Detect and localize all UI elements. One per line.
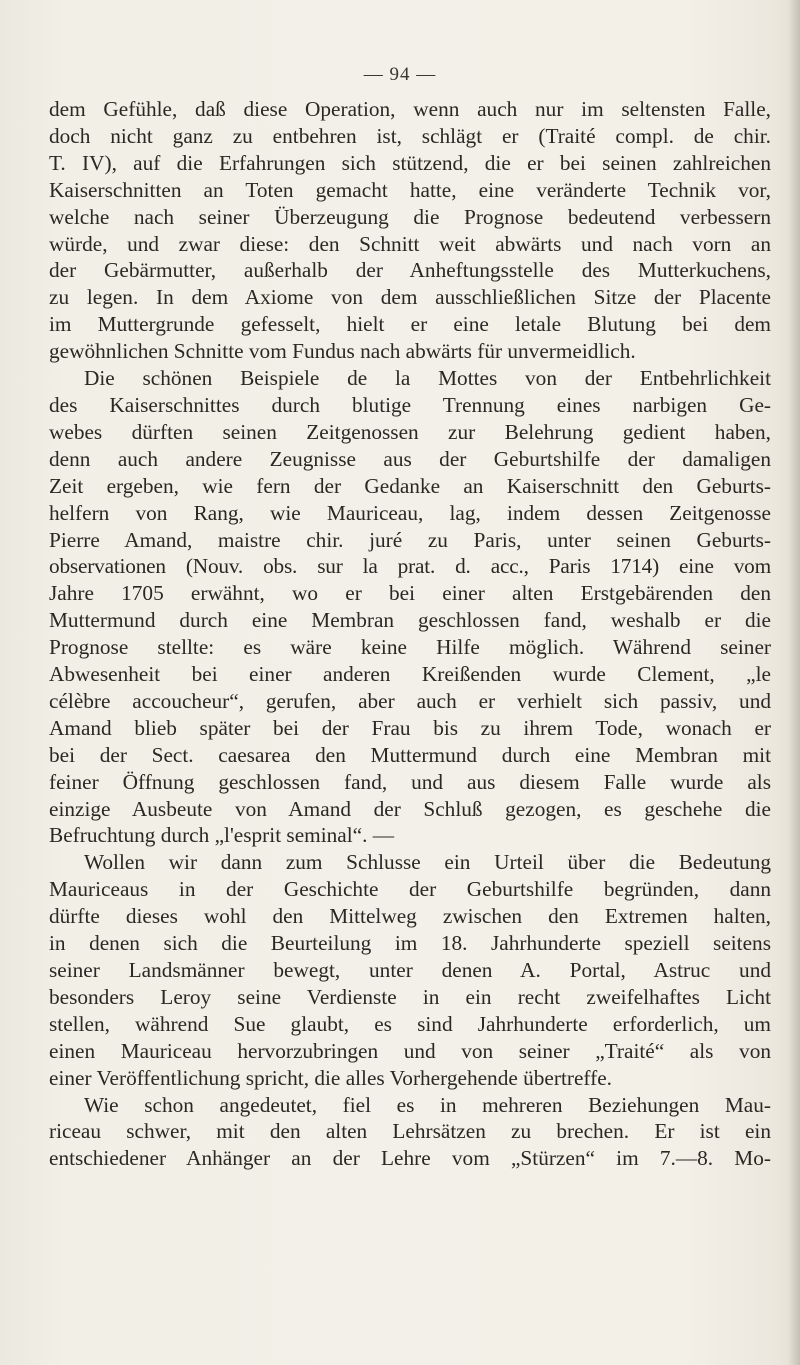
text-line: helfern von Rang, wie Mauriceau, lag, indem dessen Zeitgenosse (49, 500, 771, 525)
text-line: des Kaiserschnittes durch blutige Trennung eines narbigen Ge- (49, 392, 771, 417)
text-line: besonders Leroy seine Verdienste in ein recht zweifelhaftes Licht (49, 984, 771, 1009)
text-line: Muttermund durch eine Membran geschlossen fand, weshalb er die (49, 608, 771, 633)
text-line: bei der Sect. caesarea den Muttermund durch eine Membran mit (49, 742, 771, 767)
text-line: zu legen. In dem Axiome von dem ausschließlichen Sitze der Placente (49, 285, 771, 310)
text-line: Jahre 1705 erwähnt, wo er bei einer alten Erstgebärenden den (49, 581, 771, 606)
text-line: seiner Landsmänner bewegt, unter denen A. Portal, Astruc und (49, 958, 771, 982)
text-line: Amand blieb später bei der Frau bis zu ihrem Tode, wonach er (49, 715, 771, 740)
text-line: entschiedener Anhänger an der Lehre vom „Stürzen“ im 7.—8. Mo- (49, 1146, 771, 1171)
text-line: doch nicht ganz zu entbehren ist, schlägt er (Traité compl. de chir. (49, 123, 771, 148)
text-line: Prognose stellte: es wäre keine Hilfe möglich. Während seiner (49, 635, 771, 660)
text-line: stellen, während Sue glaubt, es sind Jahrhunderte erforderlich, um (49, 1011, 771, 1036)
text-line: Mauriceaus in der Geschichte der Geburtshilfe begründen, dann (49, 877, 771, 902)
text-line: welche nach seiner Überzeugung die Prognose bedeutend verbessern (49, 204, 771, 229)
text-line: riceau schwer, mit den alten Lehrsätzen zu brechen. Er ist ein (49, 1119, 771, 1144)
text-line: observationen (Nouv. obs. sur la prat. d. acc., Paris 1714) eine vom (49, 554, 771, 579)
text-line: Kaiserschnitten an Toten gemacht hatte, eine veränderte Technik vor, (49, 177, 771, 202)
text-line: einer Veröffentlichung spricht, die alles Vorhergehende übertreffe. (49, 1065, 612, 1090)
text-line: Befruchtung durch „l'esprit seminal“. — (49, 823, 395, 848)
text-line: gewöhnlichen Schnitte vom Fundus nach abwärts für unvermeidlich. (49, 339, 636, 364)
text-line: würde, und zwar diese: den Schnitt weit abwärts und nach vorn an (49, 231, 771, 256)
text-line: in denen sich die Beurteilung im 18. Jahrhunderte speziell seitens (49, 931, 771, 956)
text-line: einen Mauriceau hervorzubringen und von seiner „Traité“ als von (49, 1038, 771, 1063)
text-line: dürfte dieses wohl den Mittelweg zwischen den Extremen halten, (49, 904, 771, 929)
paragraph-start-line: Wie schon angedeutet, fiel es in mehreren Beziehungen Mau- (84, 1092, 771, 1117)
paragraph-start-line: Wollen wir dann zum Schlusse ein Urteil über die Bedeutung (84, 850, 771, 875)
text-line: dem Gefühle, daß diese Operation, wenn auch nur im seltensten Falle, (49, 97, 771, 121)
text-line: einzige Ausbeute von Amand der Schluß gezogen, es geschehe die (49, 796, 771, 821)
paragraph-start-line: Die schönen Beispiele de la Mottes von der Entbehrlichkeit (84, 366, 771, 391)
text-line: célèbre accoucheur“, gerufen, aber auch er verhielt sich passiv, und (49, 688, 771, 713)
text-line: webes dürften seinen Zeitgenossen zur Belehrung gedient haben, (49, 419, 771, 444)
text-line: der Gebärmutter, außerhalb der Anheftungsstelle des Mutterkuchens, (49, 258, 771, 283)
text-line: Zeit ergeben, wie fern der Gedanke an Kaiserschnitt den Geburts- (49, 473, 771, 498)
text-line: denn auch andere Zeugnisse aus der Geburtshilfe der damaligen (49, 446, 771, 471)
text-line: Abwesenheit bei einer anderen Kreißenden wurde Clement, „le (49, 662, 771, 687)
body-text (49, 96, 771, 1172)
text-line: Pierre Amand, maistre chir. juré zu Paris, unter seinen Geburts- (49, 527, 771, 552)
text-line: im Muttergrunde gefesselt, hielt er eine letale Blutung bei dem (49, 312, 771, 337)
text-line: T. IV), auf die Erfahrungen sich stützend, die er bei seinen zahlreichen (49, 150, 771, 175)
page-edge-shadow (788, 0, 800, 1365)
page-number: — 94 — (363, 64, 437, 85)
text-line: feiner Öffnung geschlossen fand, und aus diesem Falle wurde als (49, 769, 771, 794)
